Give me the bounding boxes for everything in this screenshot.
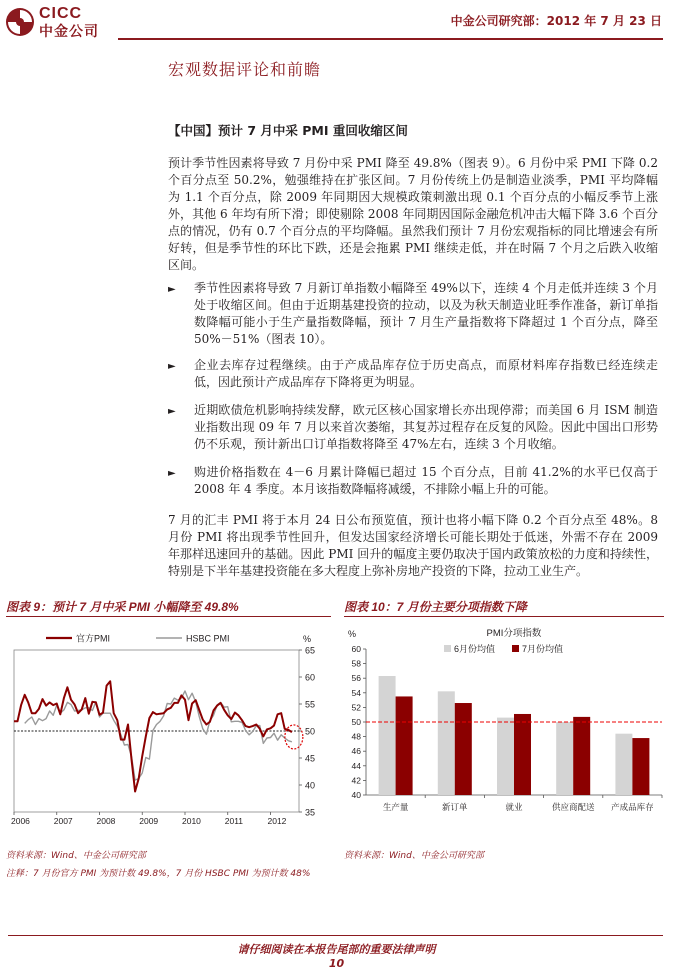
x-tick-label: 2007: [53, 816, 73, 826]
bullet-text: 季节性因素将导致 7 月新订单指数小幅降至 49%以下，连续 4 个月走低并连续 3 个月处于收缩区间。但由于近期基建投资的拉动，以及为秋天制造业旺季作准备，新订单指数降幅可能小于生产量指数降幅，预计 7 月生产量指数将下降超过 1 个百分点，降至 50%－51%（图表 10）。: [194, 281, 658, 346]
bullet-item: [168, 464, 658, 498]
x-tick-label: 新订单: [442, 802, 468, 812]
bar-july: [514, 714, 531, 795]
fig9-source: 资料来源：Wind、中金公司研究部: [6, 851, 146, 861]
y-tick-label: 50: [305, 726, 316, 737]
intro-paragraph: 预计季节性因素将导致 7 月份中采 PMI 降至 49.8%（图表 9）。6 月份中采 PMI 下降 0.2 个百分点至 50.2%，勉强维持在扩张区间。7 月份传统上仍是制造业淡季，PMI 平均降幅为 1.1 个百分点，除 2009 年同期因大规模政策刺激出现 0.1 个百分点的小幅反季节上涨外，其他 6 年均有所下滑；即使剔除 2008 年同期因国际金融危机冲击大幅下降 3.6 个百分点的情况，仍有 0.7 个百分点的平均降幅。虽然我们预计 7 月份宏观指标的同比增速会有所好转，但是季节性的环比下跌，还是会拖累 PMI 继续走低，并在时隔 7 个月之后跌入收缩区间。: [168, 156, 658, 272]
bullet-text: 企业去库存过程继续。由于产成品库存位于历史高点，而原材料库存指数已经连续走低，因此预计产成品库存下降将更为明显。: [194, 358, 658, 389]
triangle-bullet-icon: ►: [168, 361, 176, 372]
legend-swatch: [512, 645, 519, 652]
y-tick-label: 35: [305, 807, 316, 818]
x-tick-label: 2011: [224, 816, 244, 826]
forecast-highlight-circle: [285, 725, 303, 749]
bar-july: [632, 738, 649, 795]
fig9-caption: 图表 9：预计 7 月中采 PMI 小幅降至 49.8%: [6, 600, 239, 614]
bar-june: [497, 718, 514, 795]
x-tick-label: 就业: [505, 802, 523, 812]
y-tick-label: 58: [351, 658, 361, 669]
x-tick-label: 2009: [139, 816, 159, 826]
pmi-subindex-bar-chart: [344, 622, 664, 830]
x-tick-label: 生产量: [382, 802, 409, 812]
y-axis-unit: %: [303, 634, 312, 644]
bullet-item: [168, 280, 658, 348]
bar-july: [573, 717, 590, 795]
y-tick-label: 40: [351, 790, 361, 800]
pmi-line-chart: [6, 622, 331, 830]
fig9-note: 注释：7 月份官方 PMI 为预计数 49.8%，7 月份 HSBC PMI 为预计数 48%: [6, 869, 311, 879]
logo-text-cn: 中金公司: [39, 24, 99, 40]
bullet-item: [168, 402, 658, 453]
y-tick-label: 52: [351, 702, 361, 713]
page-number: 10: [328, 957, 345, 970]
y-tick-label: 45: [305, 753, 316, 764]
header-divider: [118, 38, 663, 40]
bullet-item: [168, 357, 658, 391]
legend-label: HSBC PMI: [186, 633, 230, 644]
fig10-source: 资料来源：Wind、中金公司研究部: [344, 851, 484, 861]
legend-swatch: [444, 645, 451, 652]
y-axis-unit: %: [348, 629, 357, 639]
y-tick-label: 50: [351, 717, 361, 727]
x-tick-label: 供应商配送: [551, 802, 595, 812]
series-line-hsbc-pmi: [25, 691, 292, 780]
fig10-caption: 图表 10：7 月份主要分项指数下降: [344, 600, 527, 614]
y-tick-label: 55: [305, 699, 316, 710]
triangle-bullet-icon: ►: [168, 468, 176, 479]
y-tick-label: 65: [305, 645, 316, 656]
bar-july: [455, 703, 472, 795]
y-tick-label: 60: [351, 644, 361, 654]
header-date: 中金公司研究部：2012 年 7 月 23 日: [450, 14, 662, 28]
x-tick-label: 2012: [267, 816, 287, 826]
fig9-caption-divider: [6, 616, 331, 617]
y-tick-label: 46: [351, 746, 361, 757]
y-tick-label: 60: [305, 672, 316, 683]
section-title: 宏观数据评论和前瞻: [168, 60, 322, 79]
legend-label: 6月份均值: [454, 644, 496, 654]
chart-title: PMI分项指数: [486, 628, 542, 639]
bar-july: [396, 696, 413, 795]
x-tick-label: 2006: [11, 816, 30, 826]
closing-paragraph: 7 月的汇丰 PMI 将于本月 24 日公布预览值，预计也将小幅下降 0.2 个百分点至 48%。8 月份 PMI 将出现季节性回升，但发达国家经济增长可能长期处于低迷，外需不存在 2009 年那样迅速回升的基础。因此 PMI 回升的幅度主要仍取决于国内政策放松的力度和持续性，特别是下半年基建投资能在多大程度上弥补房地产投资的下降，拉动工业生产。: [168, 513, 658, 578]
cicc-logo-mark-icon: [5, 7, 35, 37]
bullet-text: 近期欧债危机影响持续发酵，欧元区核心国家增长亦出现停滞；而美国 6 月 ISM 制造业指数出现 09 年 7 月以来首次萎缩，其复苏过程存在反复的风险。因此中国出口形势仍不乐观，预计新出口订单指数将降至 47%左右，连续 3 个月收缩。: [194, 403, 658, 451]
x-tick-label: 2010: [181, 816, 201, 826]
legend-label: 官方PMI: [76, 633, 111, 644]
bar-june: [615, 734, 632, 795]
bar-june: [556, 722, 573, 795]
article-title: 【中国】预计 7 月中采 PMI 重回收缩区间: [168, 123, 408, 138]
triangle-bullet-icon: ►: [168, 406, 176, 417]
y-tick-label: 42: [351, 775, 361, 786]
y-tick-label: 54: [351, 687, 361, 698]
logo-text-en: CICC: [39, 5, 83, 22]
x-tick-label: 2008: [96, 816, 116, 826]
y-tick-label: 56: [351, 673, 361, 684]
fig10-caption-divider: [344, 616, 664, 617]
series-line-official-pmi: [14, 681, 292, 791]
footer-disclaimer: 请仔细阅读在本报告尾部的重要法律声明: [237, 943, 436, 956]
triangle-bullet-icon: ►: [168, 284, 176, 295]
x-tick-label: 产成品库存: [611, 802, 654, 812]
y-tick-label: 40: [305, 780, 316, 791]
bar-june: [379, 676, 396, 795]
y-tick-label: 44: [351, 760, 361, 771]
footer-divider: [8, 935, 663, 936]
cicc-logo: [5, 4, 125, 40]
legend-label: 7月份均值: [522, 644, 564, 654]
bar-june: [438, 691, 455, 795]
y-tick-label: 48: [351, 731, 361, 742]
bullet-text: 购进价格指数在 4－6 月累计降幅已超过 15 个百分点，目前 41.2%的水平已仅高于 2008 年 4 季度。本月该指数降幅将减缓，不排除小幅上升的可能。: [194, 465, 658, 496]
